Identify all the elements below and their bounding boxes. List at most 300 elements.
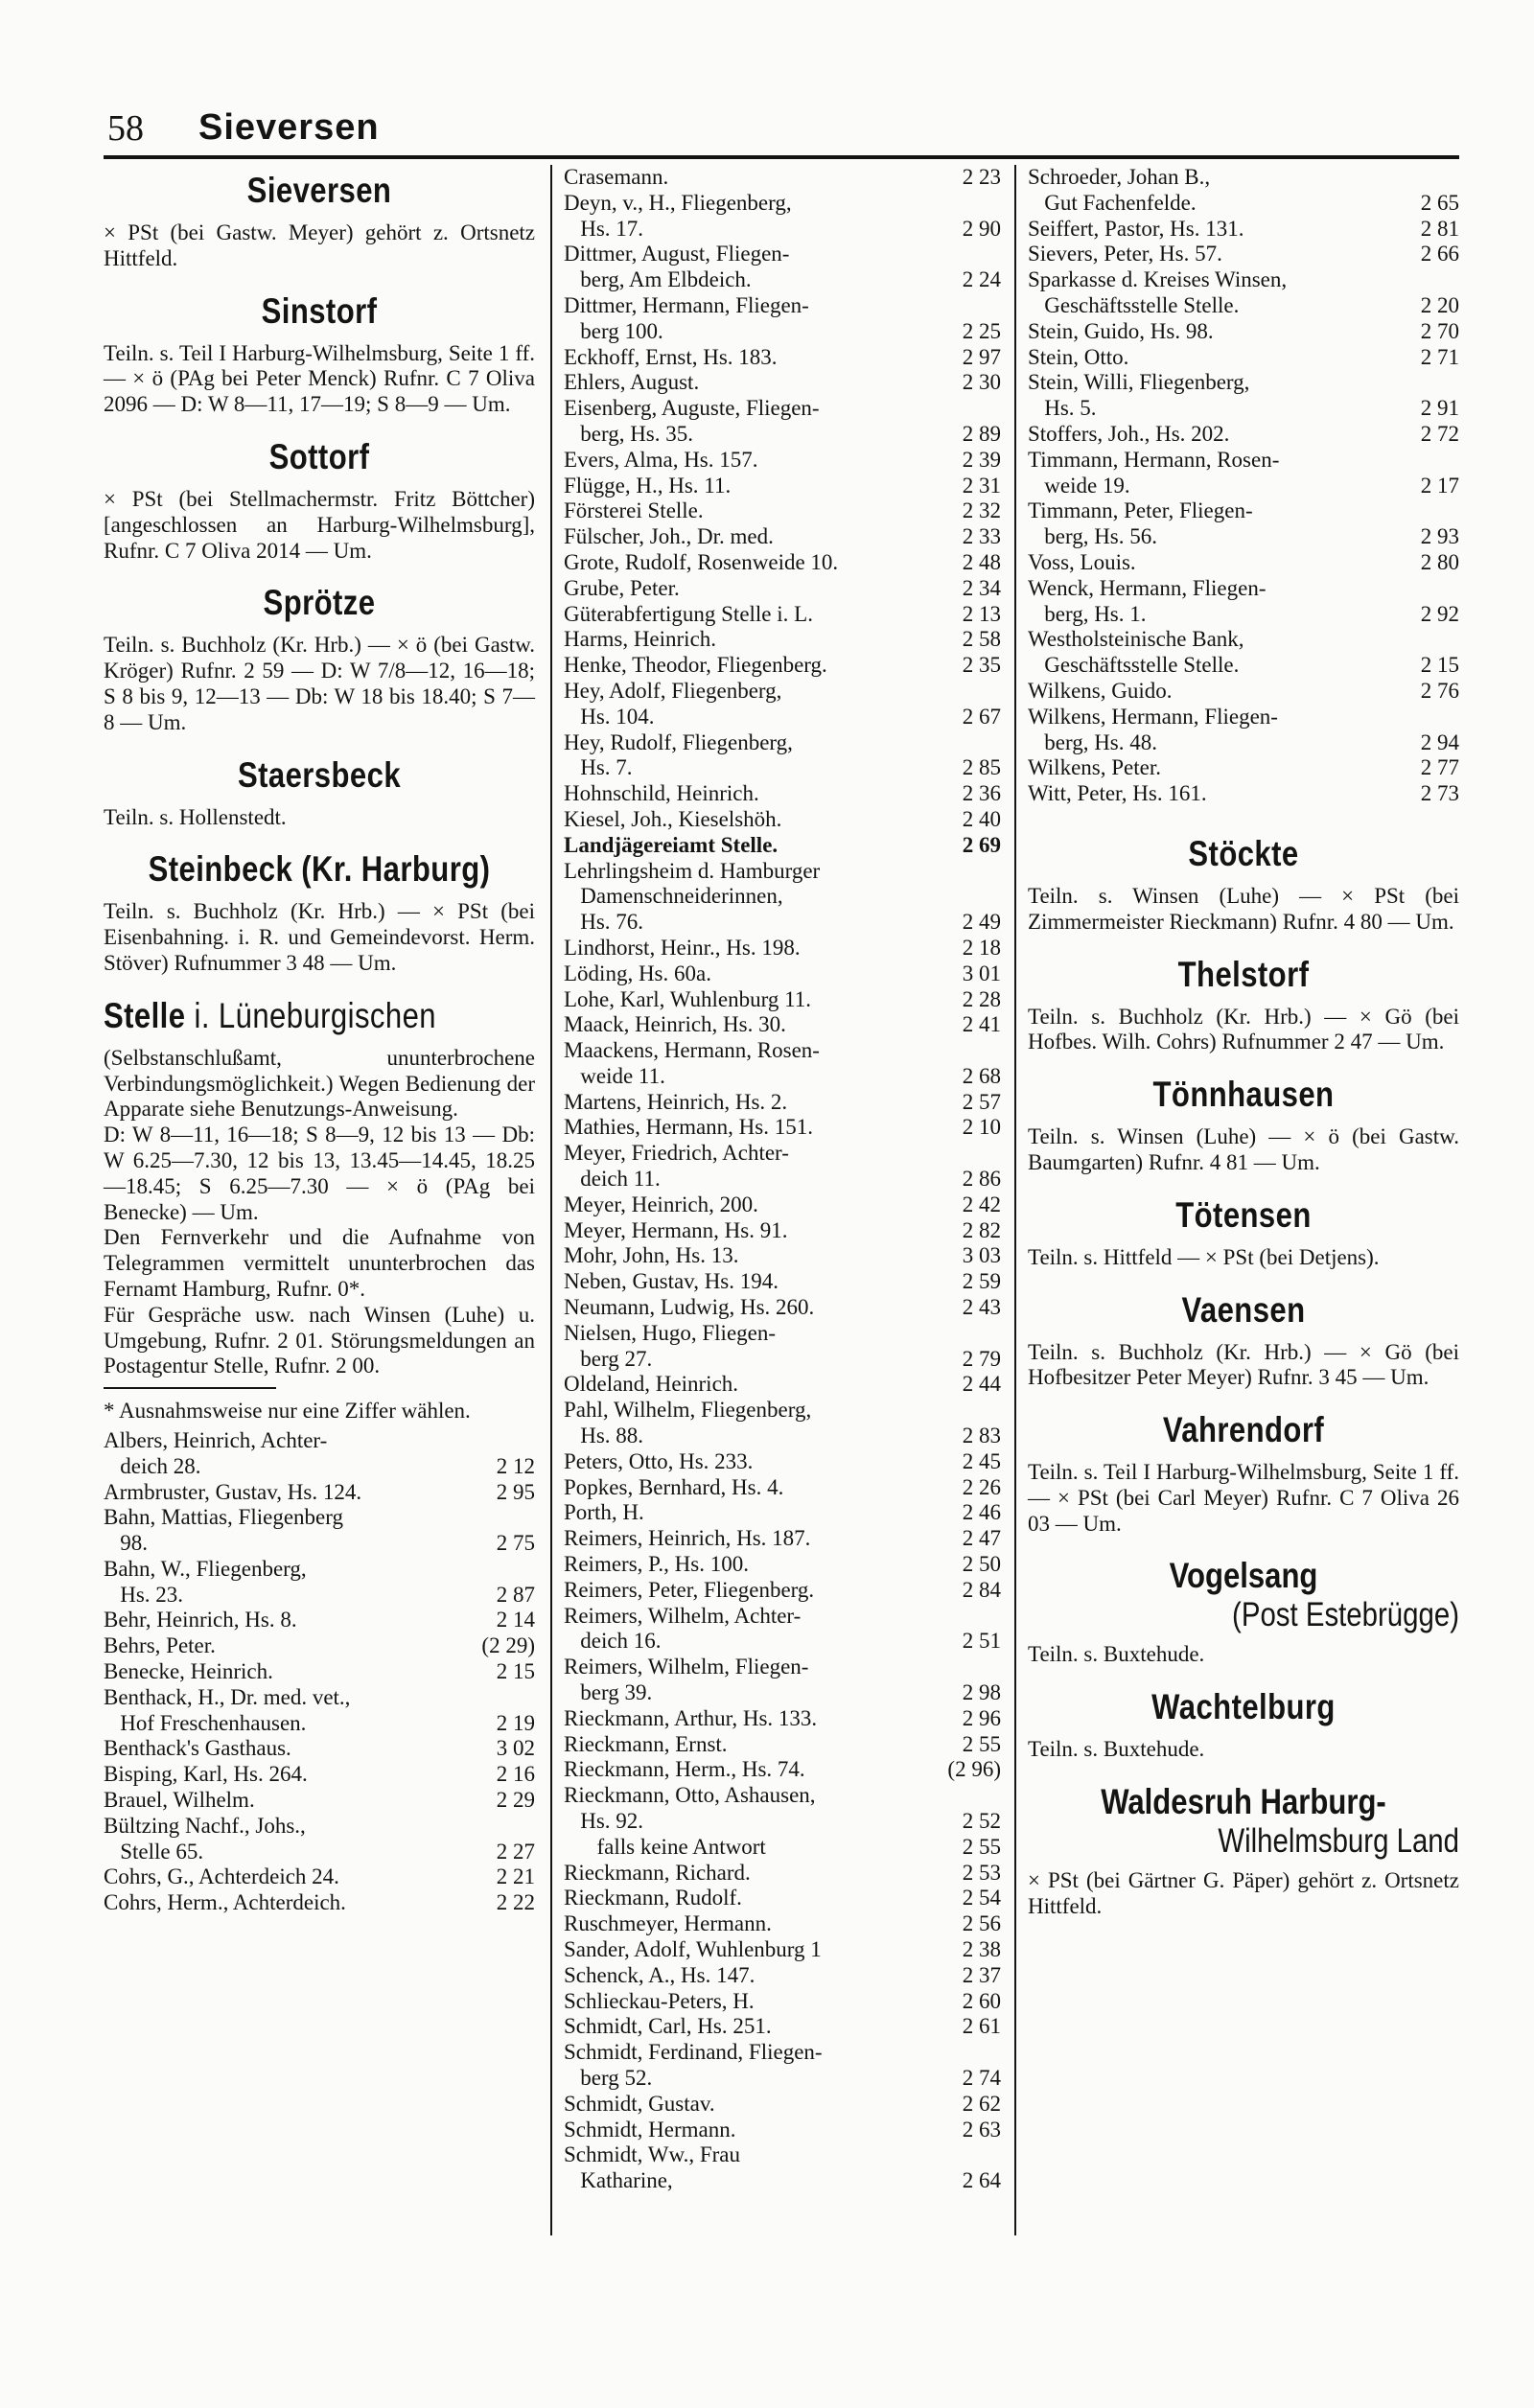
phone-number: 2 85 — [962, 755, 1001, 780]
place-text: Teiln. s. Buxtehude. — [1028, 1737, 1205, 1762]
list-item — [564, 1732, 1001, 1758]
phone-number: 2 62 — [962, 2091, 1001, 2116]
list-item — [104, 1762, 535, 1788]
subscriber-name: Försterei Stelle. — [564, 498, 704, 523]
list-item — [1028, 576, 1459, 602]
place-title: Vogelsang — [1169, 1556, 1318, 1596]
subscriber-name: Schmidt, Ferdinand, Fliegen- — [564, 2040, 823, 2065]
phone-number: 2 84 — [962, 1577, 1001, 1602]
subscriber-name: Nielsen, Hugo, Fliegen- — [564, 1320, 777, 1345]
phone-number: 2 38 — [962, 1936, 1001, 1961]
subscriber-name: Grote, Rudolf, Rosenweide 10. — [564, 549, 839, 574]
subscriber-name: Wilkens, Guido. — [1028, 678, 1173, 703]
list-item — [564, 781, 1001, 807]
phone-number: 2 53 — [962, 1860, 1001, 1885]
phone-number: 2 18 — [962, 935, 1001, 960]
list-item — [564, 1911, 1001, 1937]
subscriber-name: Schmidt, Ww., Frau — [564, 2142, 740, 2167]
list-item — [104, 1788, 535, 1814]
phone-number: 2 49 — [962, 910, 1001, 935]
subscriber-name: Cohrs, Herm., Achterdeich. — [104, 1890, 346, 1915]
phone-number: 2 65 — [1420, 190, 1459, 215]
subscriber-name: Reimers, P., Hs. 100. — [564, 1552, 749, 1577]
subscriber-name: Henke, Theodor, Fliegenberg. — [564, 653, 827, 678]
subscriber-name: Flügge, H., Hs. 11. — [564, 473, 732, 498]
phone-number: 2 93 — [1420, 524, 1459, 549]
subscriber-name: Behrs, Peter. — [104, 1633, 216, 1658]
subscriber-name: Neben, Gustav, Hs. 194. — [564, 1269, 779, 1294]
subscriber-name: Seiffert, Pastor, Hs. 131. — [1028, 216, 1244, 241]
stelle-paragraph: Für Gespräche usw. nach Winsen (Luhe) u. Umgebung, Rufnr. 2 01. Störungsmeldungen an Postagentur Stelle, Rufnr. 2 00. — [104, 1302, 535, 1378]
subscriber-name: Hey, Rudolf, Fliegenberg, — [564, 729, 793, 754]
phone-number: 2 12 — [496, 1453, 535, 1478]
phone-number: 2 91 — [1420, 396, 1459, 421]
subscriber-name: Timmann, Hermann, Rosen- — [1028, 447, 1280, 472]
list-item — [564, 755, 1001, 781]
place-title: Tötensen — [1175, 1194, 1312, 1235]
list-item — [1028, 550, 1459, 576]
place-entry — [1028, 955, 1459, 1056]
subscriber-name: Meyer, Hermann, Hs. 91. — [564, 1217, 788, 1242]
place-title: Stöckte — [1188, 833, 1299, 873]
list-item — [564, 1963, 1001, 1989]
list-item — [104, 1711, 535, 1737]
subscriber-name: Brauel, Wilhelm. — [104, 1788, 255, 1813]
phone-number: 2 73 — [1420, 781, 1459, 806]
phone-number: 2 63 — [962, 2117, 1001, 2142]
subscriber-name: Lindhorst, Heinr., Hs. 198. — [564, 935, 801, 960]
place-text: Teiln. s. Buchholz (Kr. Hrb.) — × PSt (bei Eisenbahning. i. R. und Gemeindevorst. Herm. Stöver) Rufnummer 3 48 — Um. — [104, 899, 535, 975]
place-entry — [1028, 834, 1459, 936]
subscriber-name: Deyn, v., H., Fliegenberg, — [564, 190, 792, 215]
subscriber-name: Armbruster, Gustav, Hs. 124. — [104, 1479, 362, 1504]
place-title — [104, 996, 466, 1036]
phone-number: 2 74 — [962, 2065, 1001, 2090]
phone-number: 3 03 — [962, 1243, 1001, 1268]
list-item — [564, 2118, 1001, 2143]
list-item — [564, 1757, 1001, 1783]
list-item — [564, 1424, 1001, 1449]
list-item — [564, 1218, 1001, 1244]
phone-number: 2 58 — [962, 627, 1001, 652]
subscriber-name: Reimers, Heinrich, Hs. 187. — [564, 1526, 811, 1551]
stelle-paragraph: Den Fernverkehr und die Aufnahme von Telegrammen vermittelt ununterbrochen das Fernamt Hamburg, Rufnr. 0*. — [104, 1225, 535, 1301]
subscriber-name: Schenck, A., Hs. 147. — [564, 1962, 755, 1987]
phone-number: 2 98 — [962, 1680, 1001, 1705]
place-title: Sinstorf — [261, 290, 378, 331]
phone-number: 2 14 — [496, 1608, 535, 1632]
phone-number: 2 32 — [962, 498, 1001, 523]
list-item — [104, 1633, 535, 1659]
place-entry — [1028, 1075, 1459, 1176]
subscriber-name: Rieckmann, Otto, Ashausen, — [564, 1783, 816, 1808]
phone-number: 2 75 — [496, 1531, 535, 1556]
subscriber-name: Schlieckau-Peters, H. — [564, 1988, 755, 2013]
place-text: × PSt (bei Gastw. Meyer) gehört z. Ortsnetz Hittfeld. — [104, 220, 535, 270]
place-text: × PSt (bei Stellmachermstr. Fritz Böttcher) [angeschlossen an Harburg-Wilhelmsburg], Rufnr. C 7 Oliva 2014 — Um. — [104, 486, 535, 563]
phone-number: 2 35 — [962, 653, 1001, 678]
place-text: Teiln. s. Teil I Harburg-Wilhelmsburg, Seite 1 ff. — × PSt (bei Carl Meyer) Rufnr. C 7 Oliva 26 03 — Um. — [1028, 1460, 1459, 1536]
list-item — [564, 165, 1001, 191]
list-item — [104, 1659, 535, 1685]
place-entry — [104, 291, 535, 418]
subscriber-name: Bültzing Nachf., Johs., — [104, 1813, 306, 1838]
list-item — [104, 1428, 535, 1454]
phone-number: 2 34 — [962, 575, 1001, 600]
subscriber-list — [104, 1428, 535, 1916]
list-item — [104, 1557, 535, 1583]
list-item — [564, 1090, 1001, 1116]
list-item — [1028, 242, 1459, 267]
subscriber-name: Stelle 65. — [104, 1839, 204, 1864]
list-item — [564, 2142, 1001, 2168]
list-item — [564, 524, 1001, 550]
list-item — [564, 653, 1001, 679]
subscriber-name: Meyer, Heinrich, 200. — [564, 1192, 758, 1216]
list-item — [564, 319, 1001, 345]
subscriber-name: Fülscher, Joh., Dr. med. — [564, 524, 774, 549]
subscriber-name: Witt, Peter, Hs. 161. — [1028, 781, 1207, 806]
list-item — [1028, 679, 1459, 705]
subscriber-name: berg, Hs. 48. — [1028, 729, 1158, 754]
phone-number: 2 37 — [962, 1962, 1001, 1987]
subscriber-name: weide 11. — [564, 1063, 665, 1088]
place-title: Vahrendorf — [1162, 1410, 1325, 1450]
subscriber-name: Benthack's Gasthaus. — [104, 1736, 291, 1761]
list-item — [104, 1583, 535, 1609]
subscriber-name: deich 16. — [564, 1629, 662, 1654]
subscriber-list — [564, 165, 1001, 2194]
place-title: Steinbeck (Kr. Harburg) — [148, 849, 491, 890]
list-item — [1028, 755, 1459, 781]
subscriber-name: Hs. 76. — [564, 910, 644, 935]
phone-number: 2 61 — [962, 2014, 1001, 2039]
phone-number: 2 56 — [962, 1911, 1001, 1936]
list-item — [564, 191, 1001, 217]
phone-number: 2 15 — [496, 1659, 535, 1684]
subscriber-name: Schmidt, Hermann. — [564, 2117, 736, 2142]
phone-number: 2 45 — [962, 1448, 1001, 1473]
phone-number: 2 55 — [962, 1834, 1001, 1859]
subscriber-name: Hey, Adolf, Fliegenberg, — [564, 678, 782, 703]
list-item — [564, 1886, 1001, 1911]
place-entry — [104, 755, 535, 831]
list-item — [1028, 524, 1459, 550]
list-item — [564, 833, 1001, 859]
column-1 — [104, 165, 535, 1935]
list-item — [1028, 267, 1459, 293]
list-item — [1028, 165, 1459, 191]
subscriber-name: Bahn, Mattias, Fliegenberg — [104, 1505, 343, 1530]
list-item — [564, 961, 1001, 987]
list-item — [564, 242, 1001, 267]
phone-number: 2 96 — [962, 1705, 1001, 1730]
place-text: Teiln. s. Teil I Harburg-Wilhelmsburg, Seite 1 ff. — × ö (PAg bei Peter Menck) Rufnr. C 7 Oliva 2096 — D: W 8—11, 17—19; S 8—9 — Um. — [104, 340, 535, 417]
list-item — [564, 1012, 1001, 1038]
phone-number: 2 52 — [962, 1809, 1001, 1833]
list-item — [564, 267, 1001, 293]
stelle-paragraph: (Selbstanschlußamt, ununterbrochene Verbindungsmöglichkeit.) Wegen Bedienung der Apparate siehe Benutzungs-Anweisung. — [104, 1045, 535, 1122]
place-stelle — [104, 996, 535, 1916]
list-item — [564, 1526, 1001, 1552]
list-item — [1028, 370, 1459, 396]
list-item — [564, 1167, 1001, 1192]
stelle-paragraph: D: W 8—11, 16—18; S 8—9, 12 bis 13 — Db: W 6.25—7.30, 12 bis 13, 13.45—14.45, 18.25—18.45; S 6.25—7.30 — × ö (PAg bei Benecke) — Um. — [104, 1123, 535, 1224]
list-item — [1028, 602, 1459, 628]
list-item — [104, 1864, 535, 1890]
subscriber-name: Pahl, Wilhelm, Fliegenberg, — [564, 1398, 812, 1423]
list-item — [564, 1347, 1001, 1373]
list-item — [564, 550, 1001, 576]
phone-number: 3 01 — [962, 961, 1001, 985]
list-item — [564, 345, 1001, 371]
subscriber-name: Hof Freschenhausen. — [104, 1710, 307, 1735]
list-item — [564, 910, 1001, 936]
place-list — [104, 171, 535, 977]
phone-number: (2 96) — [947, 1757, 1001, 1782]
phone-number: 2 79 — [962, 1346, 1001, 1371]
phone-number: 2 69 — [962, 832, 1001, 857]
place-text: Teiln. s. Buchholz (Kr. Hrb.) — × ö (bei Gastw. Kröger) Rufnr. 2 59 — D: W 7/8—12, 16—18; S 8 bis 9, 12—13 — Db: W 18 bis 18.40; S 7—8 — Um. — [104, 633, 535, 734]
phone-number: 2 42 — [962, 1192, 1001, 1216]
place-text: Teiln. s. Buchholz (Kr. Hrb.) — × Gö (bei Hofbes. Wilh. Cohrs) Rufnummer 2 47 — Um. — [1028, 1004, 1459, 1054]
phone-number: 2 33 — [962, 524, 1001, 549]
subscriber-name: Maackens, Hermann, Rosen- — [564, 1038, 820, 1063]
subscriber-name: Martens, Heinrich, Hs. 2. — [564, 1089, 788, 1114]
subscriber-name: Güterabfertigung Stelle i. L. — [564, 601, 813, 626]
list-item — [1028, 498, 1459, 524]
list-item — [1028, 191, 1459, 217]
phone-number: 2 19 — [496, 1710, 535, 1735]
subscriber-name: Mohr, John, Hs. 13. — [564, 1243, 739, 1268]
subscriber-name: Damenschneiderinnen, — [564, 884, 783, 909]
phone-number: 2 16 — [496, 1762, 535, 1787]
phone-number: 2 31 — [962, 473, 1001, 498]
list-item — [1028, 705, 1459, 730]
phone-number: 2 23 — [962, 165, 1001, 189]
phone-number: 2 50 — [962, 1552, 1001, 1577]
list-item — [564, 1115, 1001, 1141]
subscriber-name: Popkes, Bernhard, Hs. 4. — [564, 1474, 784, 1499]
phone-number: 2 87 — [496, 1582, 535, 1607]
subscriber-list — [1028, 165, 1459, 807]
place-subtitle: (Post Estebrügge) — [1232, 1596, 1459, 1634]
list-item — [1028, 730, 1459, 756]
place-title-main: Stelle — [104, 995, 186, 1035]
list-item — [1028, 474, 1459, 499]
subscriber-name: Hs. 104. — [564, 704, 655, 729]
subscriber-name: Kiesel, Joh., Kieselshöh. — [564, 806, 782, 831]
subscriber-name: falls keine Antwort — [564, 1834, 766, 1859]
list-item — [564, 1809, 1001, 1835]
place-entry — [104, 437, 535, 564]
phone-number: 2 27 — [496, 1839, 535, 1864]
phone-number: 2 46 — [962, 1500, 1001, 1525]
phone-number: 2 86 — [962, 1167, 1001, 1192]
list-item — [564, 1552, 1001, 1578]
list-item — [564, 1680, 1001, 1706]
subscriber-name: berg 52. — [564, 2065, 653, 2090]
phone-number: 2 43 — [962, 1295, 1001, 1320]
list-item — [564, 602, 1001, 628]
list-item — [1028, 448, 1459, 474]
subscriber-name: berg 39. — [564, 1680, 653, 1705]
phone-number: 3 02 — [496, 1736, 535, 1761]
phone-number: 2 24 — [962, 267, 1001, 292]
subscriber-name: Benecke, Heinrich. — [104, 1659, 273, 1684]
list-item — [564, 1629, 1001, 1655]
list-item — [564, 859, 1001, 885]
list-item — [564, 1578, 1001, 1604]
phone-number: 2 47 — [962, 1526, 1001, 1551]
subscriber-name: berg 100. — [564, 318, 663, 343]
phone-number: 2 13 — [962, 601, 1001, 626]
subscriber-name: Schroeder, Johan B., — [1028, 165, 1211, 189]
list-item — [104, 1840, 535, 1865]
subscriber-name: Benthack, H., Dr. med. vet., — [104, 1684, 351, 1709]
list-item — [564, 498, 1001, 524]
list-item — [564, 2168, 1001, 2194]
list-item — [104, 1454, 535, 1480]
subscriber-name: Hs. 88. — [564, 1424, 644, 1448]
list-item — [564, 1192, 1001, 1218]
subscriber-name: Eckhoff, Ernst, Hs. 183. — [564, 344, 778, 369]
place-title: Staersbeck — [237, 754, 402, 795]
subscriber-name: Landjägereiamt Stelle. — [564, 832, 779, 857]
subscriber-name: Löding, Hs. 60a. — [564, 961, 711, 985]
subscriber-name: Meyer, Friedrich, Achter- — [564, 1141, 789, 1166]
footnote-rule — [104, 1387, 276, 1389]
list-item — [564, 1295, 1001, 1321]
subscriber-name: Grube, Peter. — [564, 575, 680, 600]
list-item — [564, 1398, 1001, 1424]
phone-number: 2 29 — [496, 1788, 535, 1813]
phone-number: 2 48 — [962, 549, 1001, 574]
subscriber-name: Rieckmann, Rudolf. — [564, 1886, 742, 1910]
list-item — [564, 1989, 1001, 2015]
subscriber-name: Schmidt, Gustav. — [564, 2091, 715, 2116]
subscriber-name: Lohe, Karl, Wuhlenburg 11. — [564, 986, 811, 1011]
subscriber-name: Behr, Heinrich, Hs. 8. — [104, 1608, 297, 1632]
list-item — [564, 705, 1001, 730]
list-item — [564, 884, 1001, 910]
subscriber-name: Sievers, Peter, Hs. 57. — [1028, 242, 1222, 266]
place-text: Teiln. s. Winsen (Luhe) — × ö (bei Gastw. Baumgarten) Rufnr. 4 81 — Um. — [1028, 1124, 1459, 1174]
list-item — [564, 1937, 1001, 1963]
list-item — [564, 1604, 1001, 1630]
list-item — [564, 474, 1001, 499]
running-title: Sieversen — [198, 107, 380, 148]
phone-number: 2 28 — [962, 986, 1001, 1011]
place-title: Wachtelburg — [1151, 1687, 1336, 1727]
subscriber-name: Rieckmann, Arthur, Hs. 133. — [564, 1705, 818, 1730]
list-item — [564, 627, 1001, 653]
subscriber-name: berg, Am Elbdeich. — [564, 267, 752, 292]
phone-number: (2 29) — [481, 1633, 535, 1658]
list-item — [564, 448, 1001, 474]
subscriber-name: Crasemann. — [564, 165, 669, 189]
subscriber-name: Stein, Guido, Hs. 98. — [1028, 318, 1214, 343]
list-item — [564, 1321, 1001, 1347]
subscriber-name: Wilkens, Peter. — [1028, 755, 1161, 780]
subscriber-name: Maack, Heinrich, Hs. 30. — [564, 1012, 786, 1037]
list-item — [564, 370, 1001, 396]
subscriber-name: Bahn, W., Fliegenberg, — [104, 1556, 307, 1581]
phone-number: 2 83 — [962, 1424, 1001, 1448]
subscriber-name: Gut Fachenfelde. — [1028, 190, 1197, 215]
column-divider — [550, 165, 552, 2235]
place-title: Tönnhausen — [1152, 1075, 1335, 1115]
list-item — [104, 1890, 535, 1916]
subscriber-name: Wilkens, Hermann, Fliegen- — [1028, 704, 1278, 729]
phone-number: 2 92 — [1420, 601, 1459, 626]
phone-number: 2 17 — [1420, 473, 1459, 498]
subscriber-name: Katharine, — [564, 2168, 673, 2193]
phone-number: 2 57 — [962, 1089, 1001, 1114]
subscriber-name: 98. — [104, 1531, 148, 1556]
phone-number: 2 97 — [962, 344, 1001, 369]
subscriber-name: Westholsteinische Bank, — [1028, 627, 1244, 652]
phone-number: 2 94 — [1420, 729, 1459, 754]
phone-number: 2 36 — [962, 781, 1001, 806]
subscriber-name: Lehrlingsheim d. Hamburger — [564, 858, 821, 883]
list-item — [104, 1505, 535, 1531]
list-item — [564, 1243, 1001, 1269]
phone-number: 2 64 — [962, 2168, 1001, 2193]
list-item — [104, 1736, 535, 1762]
phone-number: 2 21 — [496, 1864, 535, 1889]
place-text: Teiln. s. Winsen (Luhe) — × PSt (bei Zimmermeister Rieckmann) Rufnr. 4 80 — Um. — [1028, 883, 1459, 934]
place-title-rest: i. Lüneburgischen — [185, 995, 437, 1035]
subscriber-name: berg, Hs. 56. — [1028, 524, 1158, 549]
list-item — [564, 1655, 1001, 1680]
list-item — [104, 1531, 535, 1557]
subscriber-name: Ehlers, August. — [564, 370, 700, 395]
place-wachtelburg — [1028, 1687, 1459, 1763]
place-title: Thelstorf — [1177, 954, 1310, 994]
subscriber-name: Ruschmeyer, Hermann. — [564, 1911, 772, 1936]
phone-number: 2 77 — [1420, 755, 1459, 780]
list-item — [104, 1814, 535, 1840]
list-item — [564, 1269, 1001, 1295]
subscriber-name: Evers, Alma, Hs. 157. — [564, 447, 758, 472]
subscriber-name: Voss, Louis. — [1028, 549, 1136, 574]
list-item — [564, 1835, 1001, 1861]
list-item — [564, 679, 1001, 705]
phone-number: 2 81 — [1420, 216, 1459, 241]
place-waldesruh — [1028, 1782, 1459, 1920]
list-item — [564, 2040, 1001, 2066]
list-item — [1028, 293, 1459, 319]
subscriber-name: Harms, Heinrich. — [564, 627, 717, 652]
list-item — [564, 2066, 1001, 2092]
phone-number: 2 39 — [962, 447, 1001, 472]
subscriber-name: Oldeland, Heinrich. — [564, 1372, 739, 1397]
place-text: Teiln. s. Buchholz (Kr. Hrb.) — × Gö (bei Hofbesitzer Peter Meyer) Rufnr. 3 45 — Um. — [1028, 1339, 1459, 1390]
phone-number: 2 41 — [962, 1012, 1001, 1037]
place-title: Sprötze — [263, 583, 376, 623]
place-text: Teiln. s. Buxtehude. — [1028, 1642, 1205, 1667]
subscriber-name: berg, Hs. 35. — [564, 421, 694, 446]
phone-number: 2 25 — [962, 318, 1001, 343]
phone-number: 2 40 — [962, 806, 1001, 831]
subscriber-name: Dittmer, August, Fliegen- — [564, 242, 790, 266]
phone-number: 2 95 — [496, 1479, 535, 1504]
phone-number: 2 51 — [962, 1629, 1001, 1654]
list-item — [104, 1480, 535, 1506]
page-number: 58 — [107, 108, 144, 149]
subscriber-name: Timmann, Peter, Fliegen- — [1028, 498, 1253, 523]
